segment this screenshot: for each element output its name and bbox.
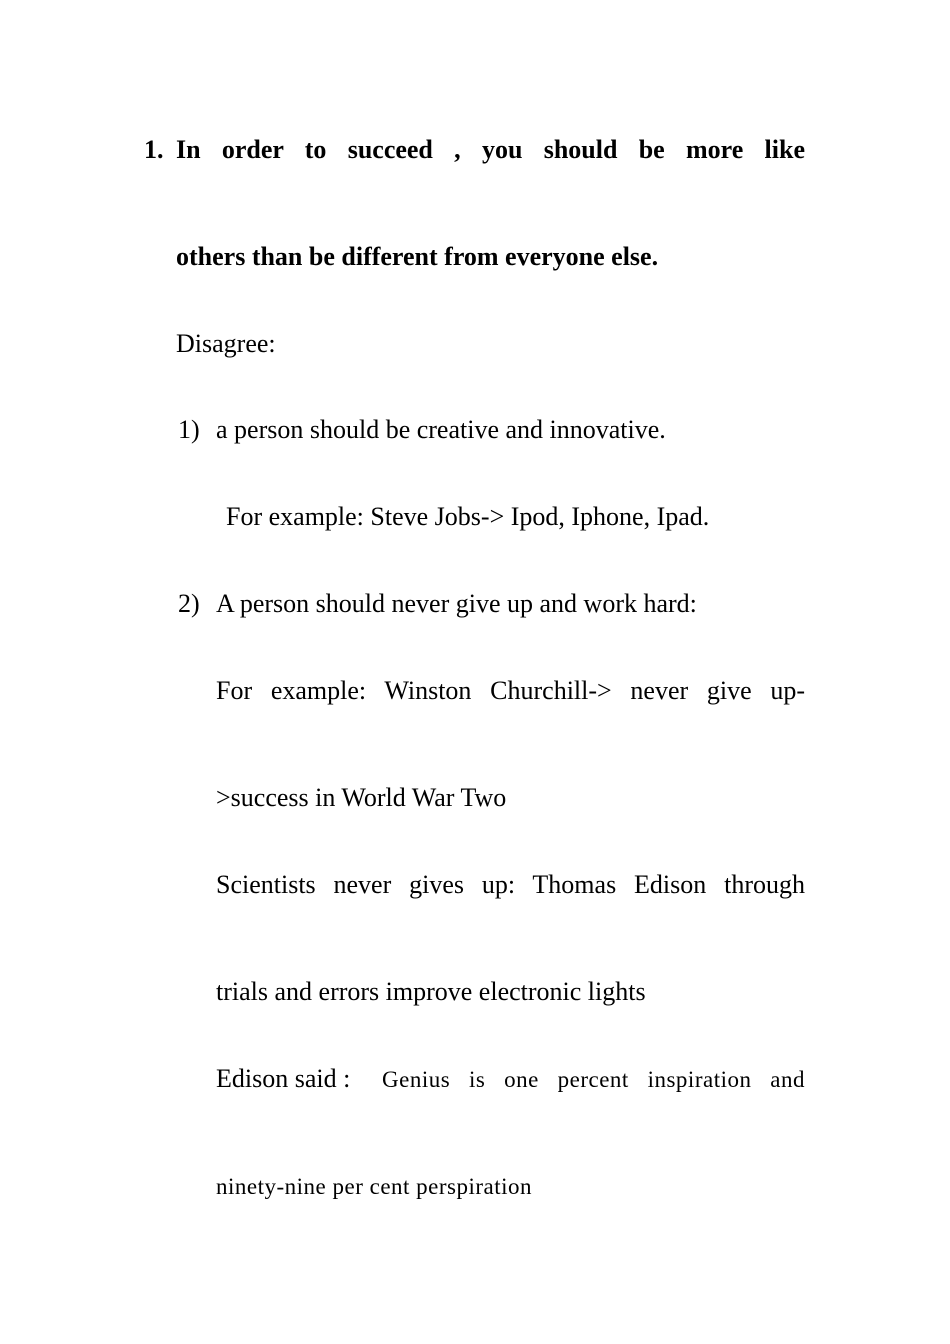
point-2-example-line-1: For example: Winston Churchill-> never give up- [216,676,805,705]
point-2-example-line-2: >success in World War Two [216,783,507,812]
point-2-text: A person should never give up and work hard: [216,589,697,618]
quote-lead: Edison said : [216,1064,351,1093]
point-2-marker: 2) [178,589,200,618]
heading-number: 1. [144,135,164,164]
point-1-example: For example: Steve Jobs-> Ipod, Iphone, Ipad. [226,502,710,531]
quote-line-1: Genius is one percent inspiration and [382,1067,805,1092]
quote-line-2: ninety-nine per cent perspiration [216,1174,533,1199]
point-1-text: a person should be creative and innovative. [216,415,666,444]
heading-line-2: others than be different from everyone else. [176,242,659,271]
stance-label: Disagree: [176,329,276,358]
scientists-line-1: Scientists never gives up: Thomas Edison through [216,870,805,899]
scientists-line-2: trials and errors improve electronic lights [216,977,646,1006]
heading-line-1: In order to succeed , you should be more like [176,135,805,164]
point-1-marker: 1) [178,415,200,444]
